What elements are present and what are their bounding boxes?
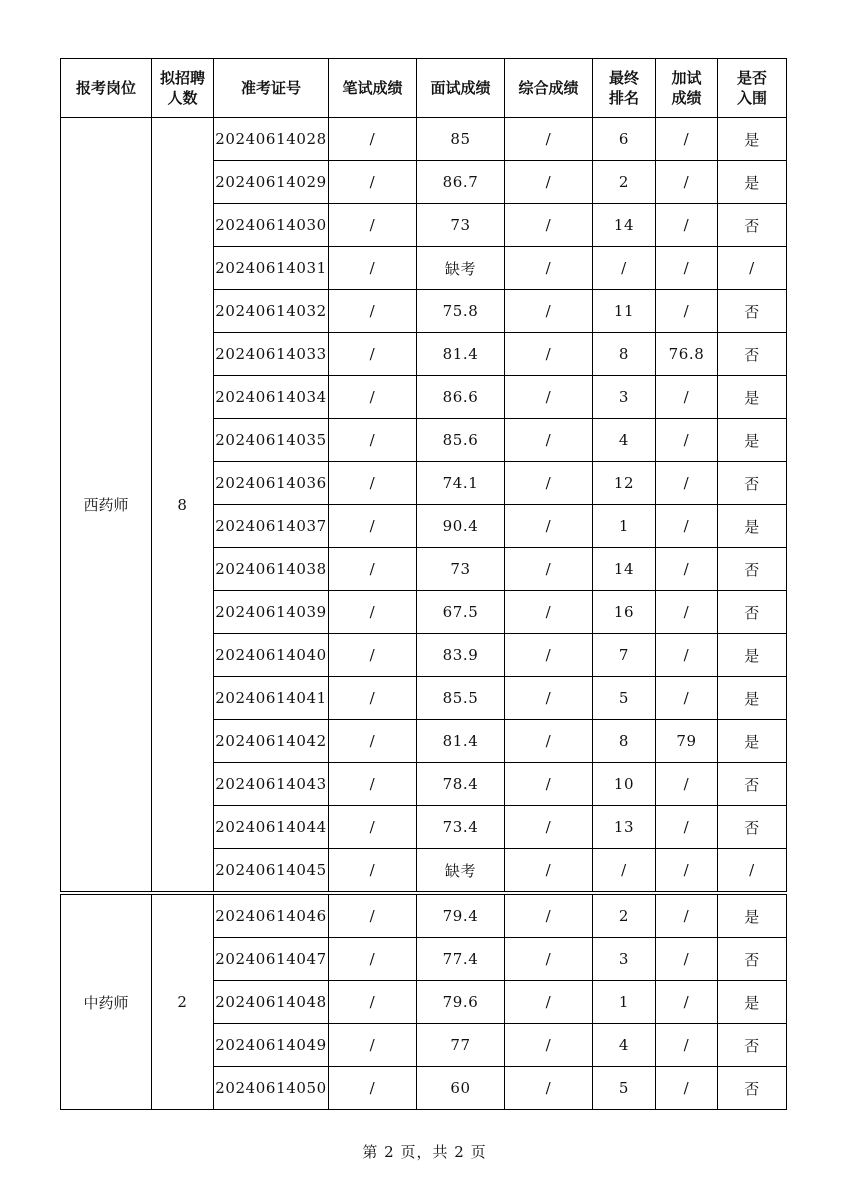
final-rank-cell: 4	[593, 1024, 656, 1067]
shortlisted-cell: 否	[718, 1067, 787, 1110]
final-rank-cell: 11	[593, 290, 656, 333]
header-label-line: 综合成绩	[518, 79, 579, 97]
final-rank-cell: 2	[593, 161, 656, 204]
interview-score-cell: 73.4	[417, 806, 505, 849]
extra-test-score-cell: /	[656, 161, 718, 204]
final-rank-cell: 6	[593, 118, 656, 161]
table-row	[61, 118, 787, 161]
composite-score-cell: /	[505, 462, 593, 505]
interview-score-cell: 74.1	[417, 462, 505, 505]
table-row	[61, 893, 787, 938]
header-label-line: 笔试成绩	[342, 79, 403, 97]
headcount-cell: 2	[152, 893, 214, 1110]
composite-score-cell: /	[505, 333, 593, 376]
written-score-cell: /	[329, 981, 417, 1024]
header-label-line: 入围	[736, 89, 767, 107]
composite-score-cell: /	[505, 1024, 593, 1067]
exam-number-cell: 20240614033	[214, 333, 329, 376]
final-rank-cell: 13	[593, 806, 656, 849]
written-score-cell: /	[329, 893, 417, 938]
composite-score-cell: /	[505, 419, 593, 462]
extra-test-score-cell: /	[656, 462, 718, 505]
header-written-score	[329, 59, 417, 118]
composite-score-cell: /	[505, 763, 593, 806]
interview-score-cell: 85.5	[417, 677, 505, 720]
composite-score-cell: /	[505, 118, 593, 161]
final-rank-cell: 14	[593, 204, 656, 247]
extra-test-score-cell: /	[656, 204, 718, 247]
shortlisted-cell: 否	[718, 333, 787, 376]
final-rank-cell: 1	[593, 981, 656, 1024]
written-score-cell: /	[329, 462, 417, 505]
shortlisted-cell: 否	[718, 938, 787, 981]
written-score-cell: /	[329, 849, 417, 894]
interview-score-cell: 60	[417, 1067, 505, 1110]
header-exam-number	[214, 59, 329, 118]
shortlisted-cell: 否	[718, 1024, 787, 1067]
final-rank-cell: 7	[593, 634, 656, 677]
written-score-cell: /	[329, 333, 417, 376]
header-label-line: 拟招聘	[159, 69, 205, 87]
extra-test-score-cell: /	[656, 247, 718, 290]
composite-score-cell: /	[505, 505, 593, 548]
interview-score-cell: 81.4	[417, 333, 505, 376]
composite-score-cell: /	[505, 938, 593, 981]
composite-score-cell: /	[505, 806, 593, 849]
written-score-cell: /	[329, 247, 417, 290]
extra-test-score-cell: /	[656, 548, 718, 591]
table-header-row	[61, 59, 787, 118]
extra-test-score-cell: /	[656, 505, 718, 548]
shortlisted-cell: 是	[718, 893, 787, 938]
interview-score-cell: 86.7	[417, 161, 505, 204]
composite-score-cell: /	[505, 1067, 593, 1110]
extra-test-score-cell: /	[656, 591, 718, 634]
extra-test-score-cell: /	[656, 1024, 718, 1067]
extra-test-score-cell: /	[656, 763, 718, 806]
interview-score-cell: 81.4	[417, 720, 505, 763]
interview-score-cell: 77	[417, 1024, 505, 1067]
written-score-cell: /	[329, 1024, 417, 1067]
header-label-line: 人数	[167, 89, 198, 107]
extra-test-score-cell: /	[656, 1067, 718, 1110]
shortlisted-cell: 是	[718, 505, 787, 548]
interview-score-cell: 79.4	[417, 893, 505, 938]
composite-score-cell: /	[505, 161, 593, 204]
post-name-cell: 西药师	[61, 118, 152, 894]
header-label-line: 成绩	[671, 89, 702, 107]
written-score-cell: /	[329, 505, 417, 548]
exam-number-cell: 20240614045	[214, 849, 329, 894]
exam-number-cell: 20240614048	[214, 981, 329, 1024]
interview-score-cell: 83.9	[417, 634, 505, 677]
exam-number-cell: 20240614029	[214, 161, 329, 204]
final-rank-cell: 5	[593, 1067, 656, 1110]
exam-number-cell: 20240614030	[214, 204, 329, 247]
exam-number-cell: 20240614050	[214, 1067, 329, 1110]
final-rank-cell: 1	[593, 505, 656, 548]
shortlisted-cell: 否	[718, 591, 787, 634]
shortlisted-cell: 是	[718, 634, 787, 677]
shortlisted-cell: 是	[718, 981, 787, 1024]
header-shortlisted	[718, 59, 787, 118]
composite-score-cell: /	[505, 677, 593, 720]
interview-score-cell: 85.6	[417, 419, 505, 462]
shortlisted-cell: 否	[718, 290, 787, 333]
extra-test-score-cell: /	[656, 981, 718, 1024]
written-score-cell: /	[329, 763, 417, 806]
extra-test-score-cell: /	[656, 376, 718, 419]
page-footer: 第 2 页，共 2 页	[362, 1143, 487, 1161]
exam-number-cell: 20240614043	[214, 763, 329, 806]
exam-number-cell: 20240614041	[214, 677, 329, 720]
exam-number-cell: 20240614038	[214, 548, 329, 591]
exam-number-cell: 20240614044	[214, 806, 329, 849]
extra-test-score-cell: /	[656, 634, 718, 677]
shortlisted-cell: 是	[718, 419, 787, 462]
extra-test-score-cell: /	[656, 419, 718, 462]
shortlisted-cell: /	[718, 247, 787, 290]
extra-test-score-cell: /	[656, 290, 718, 333]
exam-number-cell: 20240614032	[214, 290, 329, 333]
header-label-line: 面试成绩	[430, 79, 491, 97]
final-rank-cell: 12	[593, 462, 656, 505]
extra-test-score-cell: /	[656, 677, 718, 720]
exam-number-cell: 20240614031	[214, 247, 329, 290]
header-label-line: 是否	[736, 69, 767, 87]
shortlisted-cell: 否	[718, 462, 787, 505]
final-rank-cell: 3	[593, 938, 656, 981]
extra-test-score-cell: 76.8	[656, 333, 718, 376]
shortlisted-cell: 否	[718, 763, 787, 806]
written-score-cell: /	[329, 376, 417, 419]
composite-score-cell: /	[505, 981, 593, 1024]
extra-test-score-cell: /	[656, 118, 718, 161]
final-rank-cell: 16	[593, 591, 656, 634]
shortlisted-cell: 是	[718, 376, 787, 419]
exam-number-cell: 20240614037	[214, 505, 329, 548]
final-rank-cell: /	[593, 849, 656, 894]
interview-score-cell: 73	[417, 548, 505, 591]
exam-number-cell: 20240614035	[214, 419, 329, 462]
shortlisted-cell: 否	[718, 806, 787, 849]
header-composite-score	[505, 59, 593, 118]
composite-score-cell: /	[505, 634, 593, 677]
written-score-cell: /	[329, 118, 417, 161]
header-final-rank	[593, 59, 656, 118]
exam-number-cell: 20240614049	[214, 1024, 329, 1067]
written-score-cell: /	[329, 634, 417, 677]
composite-score-cell: /	[505, 720, 593, 763]
written-score-cell: /	[329, 591, 417, 634]
header-extra-test-score	[656, 59, 718, 118]
shortlisted-cell: 是	[718, 720, 787, 763]
composite-score-cell: /	[505, 247, 593, 290]
written-score-cell: /	[329, 677, 417, 720]
exam-number-cell: 20240614040	[214, 634, 329, 677]
header-label-line: 加试	[671, 69, 702, 87]
extra-test-score-cell: /	[656, 938, 718, 981]
composite-score-cell: /	[505, 376, 593, 419]
post-name-cell: 中药师	[61, 893, 152, 1110]
final-rank-cell: 2	[593, 893, 656, 938]
header-interview-score	[417, 59, 505, 118]
written-score-cell: /	[329, 806, 417, 849]
shortlisted-cell: 否	[718, 548, 787, 591]
interview-score-cell: 79.6	[417, 981, 505, 1024]
exam-number-cell: 20240614028	[214, 118, 329, 161]
interview-score-cell: 73	[417, 204, 505, 247]
interview-score-cell: 90.4	[417, 505, 505, 548]
written-score-cell: /	[329, 419, 417, 462]
shortlisted-cell: 是	[718, 677, 787, 720]
interview-score-cell: 78.4	[417, 763, 505, 806]
header-label-line: 报考岗位	[75, 79, 136, 97]
shortlisted-cell: 是	[718, 118, 787, 161]
headcount-cell: 8	[152, 118, 214, 894]
interview-score-cell: 缺考	[417, 247, 505, 290]
written-score-cell: /	[329, 1067, 417, 1110]
final-rank-cell: 10	[593, 763, 656, 806]
header-headcount	[152, 59, 214, 118]
header-label-line: 排名	[608, 89, 639, 107]
interview-score-cell: 86.6	[417, 376, 505, 419]
composite-score-cell: /	[505, 591, 593, 634]
interview-score-cell: 缺考	[417, 849, 505, 894]
written-score-cell: /	[329, 161, 417, 204]
shortlisted-cell: /	[718, 849, 787, 894]
written-score-cell: /	[329, 720, 417, 763]
exam-number-cell: 20240614047	[214, 938, 329, 981]
written-score-cell: /	[329, 938, 417, 981]
interview-score-cell: 85	[417, 118, 505, 161]
shortlisted-cell: 否	[718, 204, 787, 247]
table-body	[61, 118, 787, 1110]
final-rank-cell: 8	[593, 333, 656, 376]
exam-number-cell: 20240614036	[214, 462, 329, 505]
final-rank-cell: 5	[593, 677, 656, 720]
header-label-line: 准考证号	[240, 79, 301, 97]
written-score-cell: /	[329, 204, 417, 247]
final-rank-cell: 3	[593, 376, 656, 419]
composite-score-cell: /	[505, 893, 593, 938]
interview-score-cell: 77.4	[417, 938, 505, 981]
composite-score-cell: /	[505, 548, 593, 591]
header-label-line: 最终	[608, 69, 639, 87]
exam-number-cell: 20240614034	[214, 376, 329, 419]
exam-number-cell: 20240614042	[214, 720, 329, 763]
final-rank-cell: 8	[593, 720, 656, 763]
final-rank-cell: 14	[593, 548, 656, 591]
shortlisted-cell: 是	[718, 161, 787, 204]
results-table	[60, 58, 787, 1110]
final-rank-cell: 4	[593, 419, 656, 462]
extra-test-score-cell: /	[656, 806, 718, 849]
header-post	[61, 59, 152, 118]
written-score-cell: /	[329, 290, 417, 333]
extra-test-score-cell: /	[656, 893, 718, 938]
extra-test-score-cell: /	[656, 849, 718, 894]
composite-score-cell: /	[505, 204, 593, 247]
composite-score-cell: /	[505, 290, 593, 333]
written-score-cell: /	[329, 548, 417, 591]
composite-score-cell: /	[505, 849, 593, 894]
final-rank-cell: /	[593, 247, 656, 290]
exam-number-cell: 20240614039	[214, 591, 329, 634]
exam-number-cell: 20240614046	[214, 893, 329, 938]
extra-test-score-cell: 79	[656, 720, 718, 763]
interview-score-cell: 67.5	[417, 591, 505, 634]
interview-score-cell: 75.8	[417, 290, 505, 333]
